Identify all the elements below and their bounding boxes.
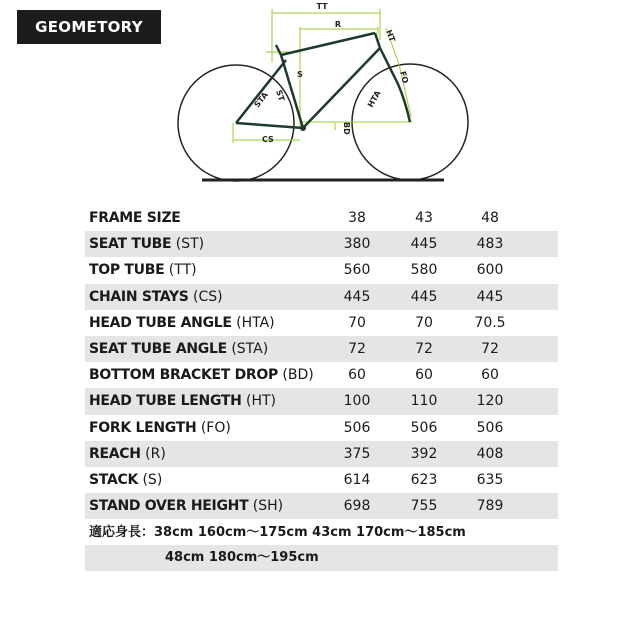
row-label: FORK LENGTH (FO) xyxy=(89,419,231,436)
label-tt: TT xyxy=(316,2,328,11)
bike-geometry-diagram xyxy=(0,0,620,200)
row-value: 408 xyxy=(454,441,526,467)
table-row xyxy=(85,362,558,388)
size-38: 38 xyxy=(348,210,366,227)
fit-height-line-2: 48cm 180cm〜195cm xyxy=(85,545,558,571)
row-label: HEAD TUBE ANGLE (HTA) xyxy=(89,314,275,331)
table-row xyxy=(85,310,558,336)
row-value: 445 xyxy=(320,284,394,310)
row-value: 72 xyxy=(394,336,454,362)
row-label: TOP TUBE (TT) xyxy=(89,262,197,279)
table-row xyxy=(85,284,558,310)
label-fo: FO xyxy=(398,70,410,85)
row-value: 100 xyxy=(320,388,394,414)
row-label: SEAT TUBE ANGLE (STA) xyxy=(85,336,320,362)
row-label: HEAD TUBE LENGTH (HT) xyxy=(85,388,320,414)
table-row xyxy=(85,441,558,467)
row-label: BOTTOM BRACKET DROP (BD) xyxy=(89,367,314,384)
row-value: 506 xyxy=(410,419,438,436)
row-value: 445 xyxy=(394,231,454,257)
row-value: 375 xyxy=(320,441,394,467)
row-value: 560 xyxy=(343,262,371,279)
bike-frame xyxy=(236,33,410,128)
row-value: 600 xyxy=(476,262,504,279)
table-row xyxy=(85,467,558,493)
row-value: 392 xyxy=(394,441,454,467)
row-value: 698 xyxy=(320,493,394,519)
page-title: GEOMETORY xyxy=(17,10,161,44)
row-value: 70 xyxy=(348,314,366,331)
size-43: 43 xyxy=(415,210,433,227)
row-value: 72 xyxy=(454,336,526,362)
row-value: 755 xyxy=(394,493,454,519)
fit-height-line-1: 適応身長：38cm 160cm〜175cm 43cm 170cm〜185cm xyxy=(89,525,466,540)
row-value: 380 xyxy=(320,231,394,257)
label-bd: BD xyxy=(342,122,351,135)
label-cs: CS xyxy=(262,135,274,144)
row-label: STAND OVER HEIGHT (SH) xyxy=(85,493,320,519)
dimension-lines xyxy=(233,9,412,143)
row-value: 445 xyxy=(394,284,454,310)
row-value: 60 xyxy=(415,367,433,384)
table-row xyxy=(85,388,558,414)
label-ht: HT xyxy=(384,28,397,44)
geometry-table xyxy=(85,205,558,519)
table-row xyxy=(85,493,558,519)
header-label: FRAME SIZE xyxy=(89,210,181,227)
row-value: 789 xyxy=(454,493,526,519)
table-header-row xyxy=(85,205,558,231)
row-value: 635 xyxy=(476,471,504,488)
row-label: SEAT TUBE (ST) xyxy=(85,231,320,257)
label-st: ST xyxy=(274,88,287,103)
row-value: 506 xyxy=(476,419,504,436)
row-value: 110 xyxy=(394,388,454,414)
row-value: 60 xyxy=(348,367,366,384)
label-sta: STA xyxy=(252,90,270,110)
row-value: 623 xyxy=(410,471,438,488)
table-row xyxy=(85,231,558,257)
table-row xyxy=(85,415,558,441)
row-value: 483 xyxy=(454,231,526,257)
row-value: 120 xyxy=(454,388,526,414)
row-value: 60 xyxy=(481,367,499,384)
row-value: 614 xyxy=(343,471,371,488)
table-row xyxy=(85,257,558,283)
label-hta: HTA xyxy=(365,89,383,109)
row-label: REACH (R) xyxy=(85,441,320,467)
row-label: STACK (S) xyxy=(89,471,163,488)
row-value: 72 xyxy=(320,336,394,362)
label-r: R xyxy=(334,20,342,29)
table-row xyxy=(85,336,558,362)
row-value: 506 xyxy=(343,419,371,436)
row-value: 445 xyxy=(454,284,526,310)
row-value: 580 xyxy=(410,262,438,279)
row-label: CHAIN STAYS (CS) xyxy=(85,284,320,310)
label-s: S xyxy=(297,70,303,79)
row-value: 70 xyxy=(415,314,433,331)
size-48: 48 xyxy=(481,210,499,227)
row-value: 70.5 xyxy=(474,314,506,331)
